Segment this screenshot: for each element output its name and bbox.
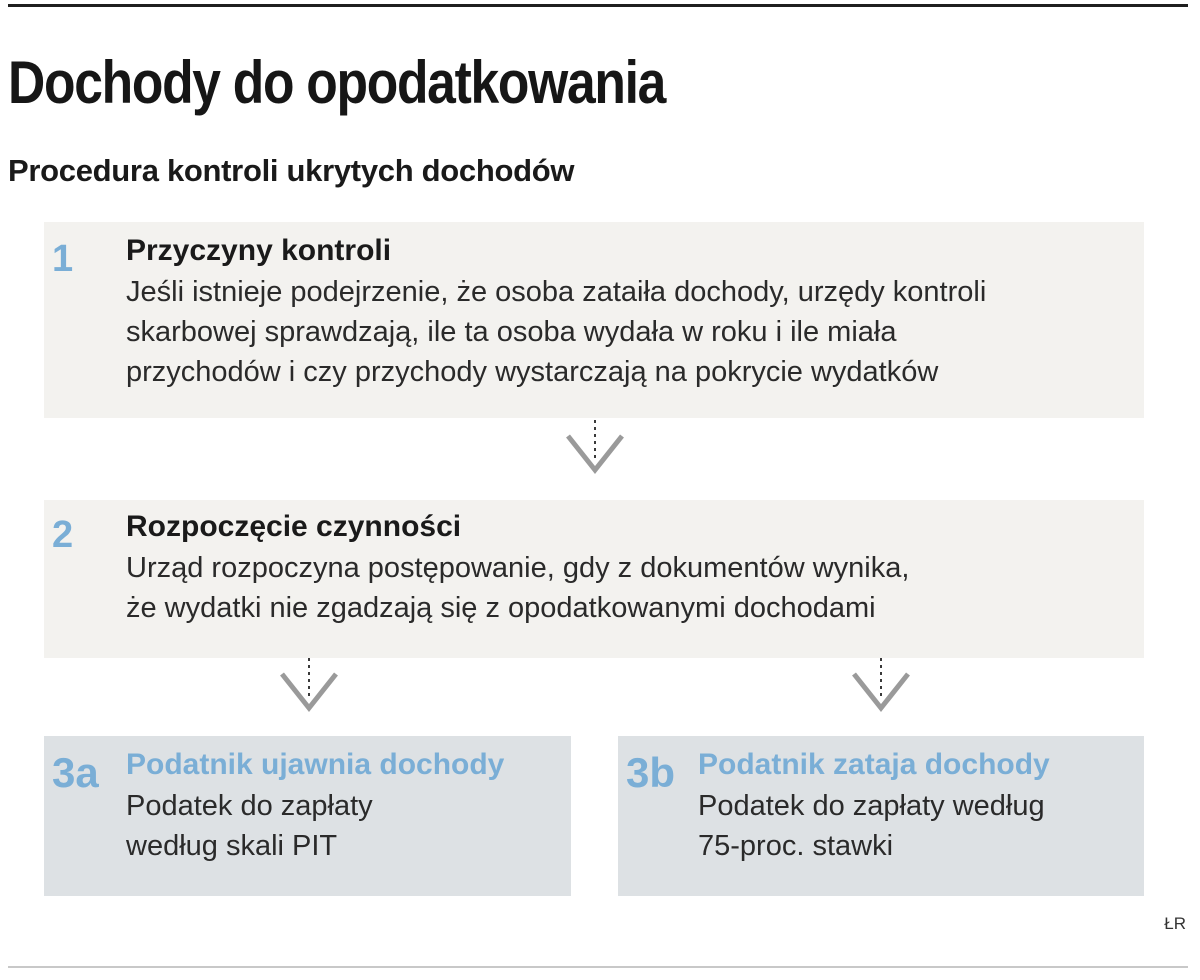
step-3a-number: 3a <box>52 749 99 796</box>
step-1-box <box>44 222 1144 418</box>
step-2-heading: Rozpoczęcie czynności <box>126 510 462 543</box>
step-2-box <box>44 500 1144 658</box>
page-subtitle: Procedura kontroli ukrytych dochodów <box>8 153 575 188</box>
step-3a-line-1: Podatek do zapłaty <box>126 790 373 822</box>
step-3b-heading: Podatnik zataja dochody <box>698 748 1050 781</box>
step-3a-body <box>126 786 373 866</box>
step-3b-line-1: Podatek do zapłaty według <box>698 790 1045 822</box>
author-credit: ŁR <box>1164 914 1186 933</box>
step-1-body <box>126 272 986 392</box>
step-1-line-3: przychodów i czy przychody wystarczają na pokrycie wydatków <box>126 356 939 388</box>
step-3b-number: 3b <box>626 749 676 796</box>
step-2-line-2: że wydatki nie zgadzają się z opodatkowanymi dochodami <box>126 592 876 624</box>
arrow-down-icon <box>851 656 911 716</box>
step-1-heading: Przyczyny kontroli <box>126 234 392 267</box>
step-2-line-1: Urząd rozpoczyna postępowanie, gdy z dokumentów wynika, <box>126 552 910 584</box>
arrow-down-icon <box>279 656 339 716</box>
step-3b-body <box>698 786 1045 866</box>
step-3a-line-2: według skali PIT <box>126 830 338 862</box>
bottom-rule <box>8 966 1188 968</box>
step-2-body <box>126 548 909 628</box>
step-1-number: 1 <box>52 238 74 280</box>
step-3a-box <box>44 736 571 896</box>
step-3a-heading: Podatnik ujawnia dochody <box>126 748 505 781</box>
step-3b-line-2: 75-proc. stawki <box>698 830 894 862</box>
page-title: Dochody do opodatkowania <box>8 49 666 116</box>
step-1-line-2: skarbowej sprawdzają, ile ta osoba wydała w roku i ile miała <box>126 316 897 348</box>
step-2-number: 2 <box>52 514 74 556</box>
step-3b-box <box>618 736 1144 896</box>
top-rule <box>8 4 1188 7</box>
step-1-line-1: Jeśli istnieje podejrzenie, że osoba zataiła dochody, urzędy kontroli <box>126 276 987 308</box>
arrow-down-icon <box>565 418 625 478</box>
